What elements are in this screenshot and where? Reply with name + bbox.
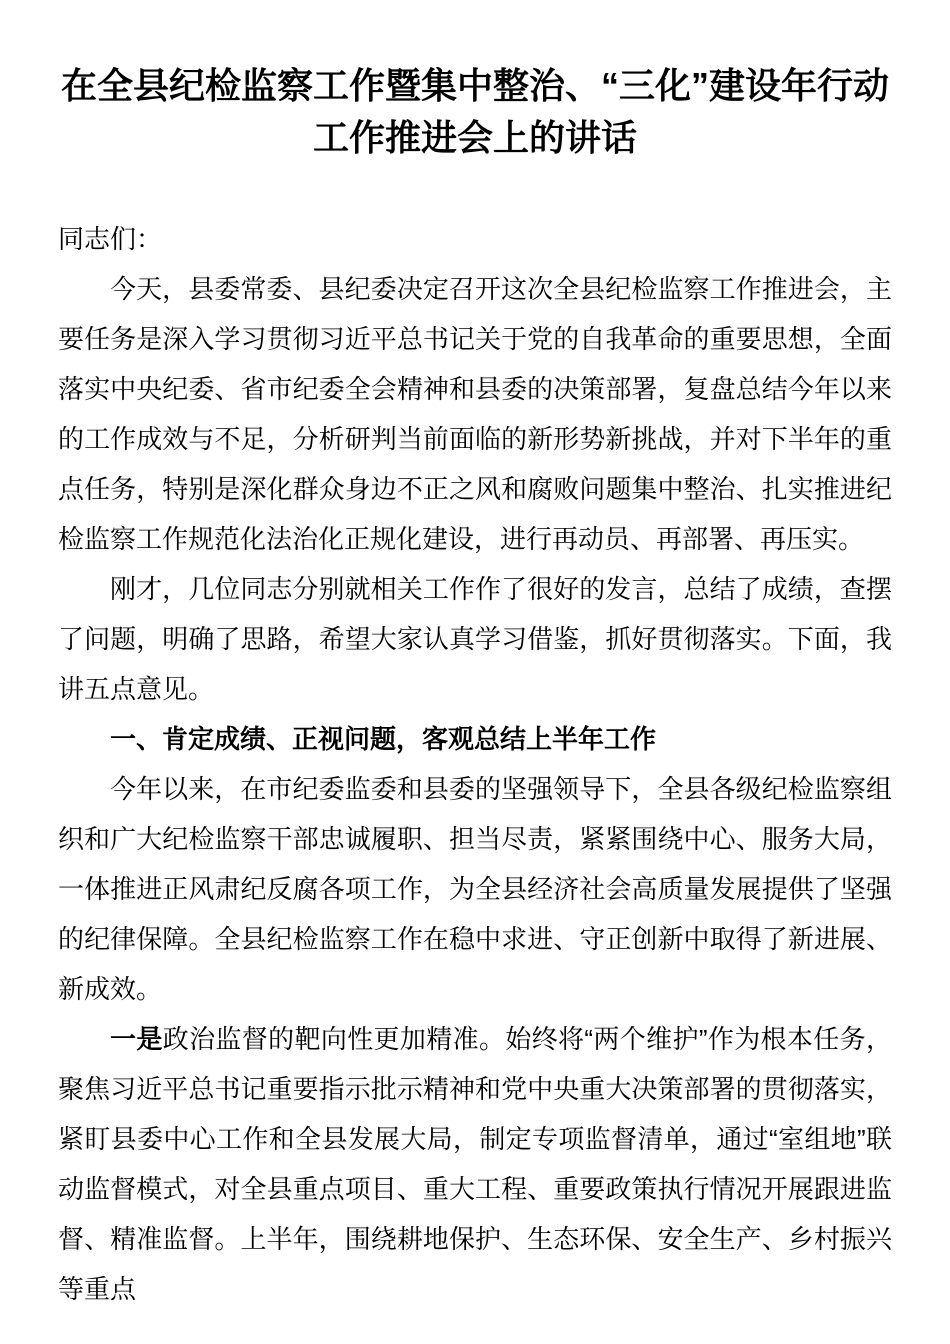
greeting-line: 同志们： (58, 224, 163, 254)
paragraph (58, 564, 892, 714)
text-run: 今天，县委常委、县纪委决定召开这次全县纪检监察工作推进会，主要任务是深入学习贯彻习近平总书记关于党的自我革命的重要思想，全面落实中央纪委、省市纪委全会精神和县委的决策部署，复盘总结今年以来的工作成效与不足，分析研判当前面临的新形势新挑战，并对下半年的重点任务，特别是深化群众身边不正之风和腐败问题集中整治、扎实推进纪检监察工作规范化法治化正规化建设，进行再动员、再部署、再压实。 (58, 274, 892, 554)
text-run: 今年以来，在市纪委监委和县委的坚强领导下，全县各级纪检监察组织和广大纪检监察干部忠诚履职、担当尽责，紧紧围绕中心、服务大局，一体推进正风肃纪反腐各项工作，为全县经济社会高质量发展提供了坚强的纪律保障。全县纪检监察工作在稳中求进、守正创新中取得了新进展、新成效。 (58, 774, 892, 1004)
bold-text-run: 一是 (110, 1024, 163, 1054)
paragraph (58, 1014, 892, 1314)
text-run: 刚才，几位同志分别就相关工作作了很好的发言，总结了成绩，查摆了问题，明确了思路，希望大家认真学习借鉴，抓好贯彻落实。下面，我讲五点意见。 (58, 574, 892, 704)
document-title: 在全县纪检监察工作暨集中整治、“三化”建设年行动工作推进会上的讲话 (60, 65, 889, 158)
paragraph (58, 264, 892, 564)
section-heading (58, 714, 892, 764)
paragraph (58, 764, 892, 1014)
bold-text-run: 一、肯定成绩、正视问题，客观总结上半年工作 (110, 724, 657, 754)
document-body (58, 264, 892, 1314)
text-run: 政治监督的靶向性更加精准。始终将“两个维护”作为根本任务，聚焦习近平总书记重要指示批示精神和党中央重大决策部署的贯彻落实，紧盯县委中心工作和全县发展大局，制定专项监督清单，通过“室组地”联动监督模式，对全县重点项目、重大工程、重要政策执行情况开展跟进监督、精准监督。上半年，围绕耕地保护、生态环保、安全生产、乡村振兴等重点 (58, 1024, 892, 1304)
